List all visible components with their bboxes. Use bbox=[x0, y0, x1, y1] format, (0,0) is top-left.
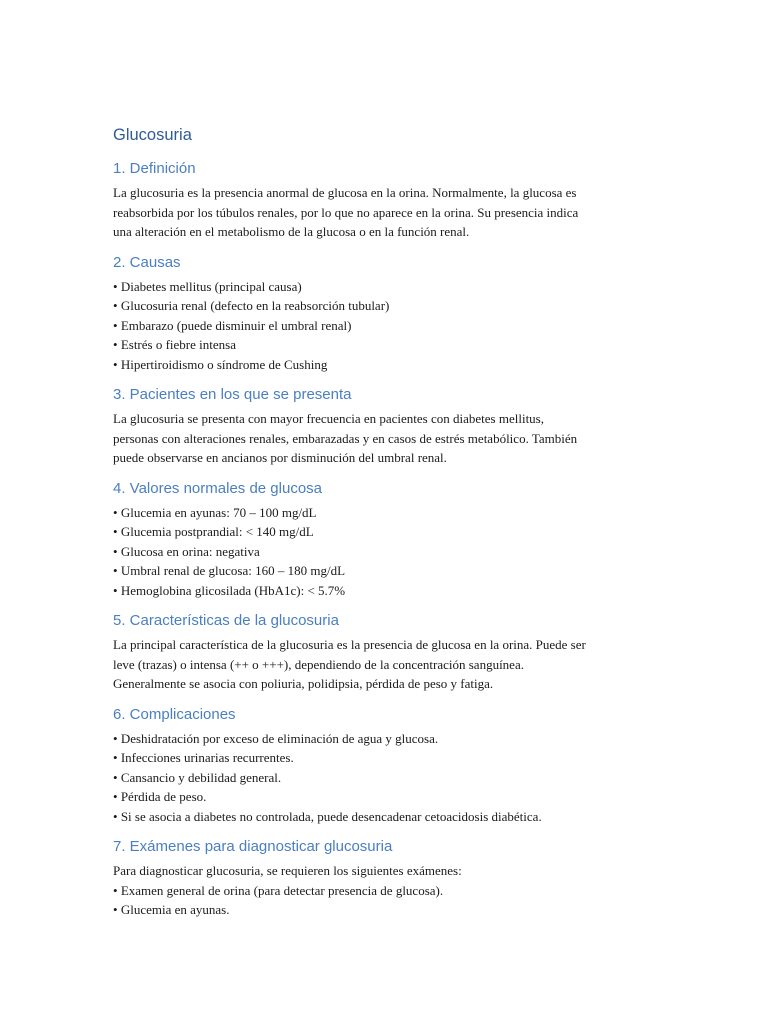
section-4 bbox=[113, 479, 653, 601]
paragraph-line: La glucosuria es la presencia anormal de glucosa en la orina. Normalmente, la glucosa es bbox=[113, 185, 577, 200]
bullet-item: • Hemoglobina glicosilada (HbA1c): < 5.7% bbox=[113, 581, 653, 601]
bullet-item: • Si se asocia a diabetes no controlada, puede desencadenar cetoacidosis diabética. bbox=[113, 807, 653, 827]
paragraph-line: La glucosuria se presenta con mayor frecuencia en pacientes con diabetes mellitus, bbox=[113, 411, 544, 426]
document-title: Glucosuria bbox=[113, 126, 192, 144]
bullet-item: • Hipertiroidismo o síndrome de Cushing bbox=[113, 355, 653, 375]
bullet-item: • Diabetes mellitus (principal causa) bbox=[113, 277, 653, 297]
paragraph-line: Para diagnosticar glucosuria, se requieren los siguientes exámenes: bbox=[113, 863, 462, 878]
bullet-item: • Estrés o fiebre intensa bbox=[113, 335, 653, 355]
section-5 bbox=[113, 611, 653, 694]
bullet-item: • Glucemia en ayunas. bbox=[113, 900, 653, 920]
sections-container bbox=[113, 159, 653, 920]
section-heading: 6. Complicaciones bbox=[113, 705, 236, 723]
document-page bbox=[113, 124, 653, 931]
bullet-item: • Glucosa en orina: negativa bbox=[113, 542, 653, 562]
paragraph-line: reabsorbida por los túbulos renales, por lo que no aparece en la orina. Su presencia indica bbox=[113, 204, 579, 220]
paragraph-line: personas con alteraciones renales, embarazadas y en casos de estrés metabólico. También bbox=[113, 430, 578, 446]
section-heading: 4. Valores normales de glucosa bbox=[113, 479, 323, 497]
paragraph-line: Generalmente se asocia con poliuria, polidipsia, pérdida de peso y fatiga. bbox=[113, 676, 494, 691]
bullet-item: • Glucosuria renal (defecto en la reabsorción tubular) bbox=[113, 296, 653, 316]
paragraph-line: puede observarse en ancianos por disminución del umbral renal. bbox=[113, 450, 447, 465]
section-7 bbox=[113, 837, 653, 920]
section-2 bbox=[113, 253, 653, 375]
section-3 bbox=[113, 385, 653, 468]
bullet-item: • Infecciones urinarias recurrentes. bbox=[113, 748, 653, 768]
paragraph-line: una alteración en el metabolismo de la glucosa o en la función renal. bbox=[113, 224, 470, 239]
paragraph-line: leve (trazas) o intensa (++ o +++), dependiendo de la concentración sanguínea. bbox=[113, 656, 524, 672]
bullet-item: • Glucemia postprandial: < 140 mg/dL bbox=[113, 522, 653, 542]
bullet-item: • Umbral renal de glucosa: 160 – 180 mg/dL bbox=[113, 561, 653, 581]
bullet-item: • Glucemia en ayunas: 70 – 100 mg/dL bbox=[113, 503, 653, 523]
section-heading: 3. Pacientes en los que se presenta bbox=[113, 386, 352, 403]
bullet-item: • Pérdida de peso. bbox=[113, 787, 653, 807]
section-heading: 1. Definición bbox=[113, 160, 196, 177]
bullet-item: • Deshidratación por exceso de eliminación de agua y glucosa. bbox=[113, 729, 653, 749]
bullet-item: • Embarazo (puede disminuir el umbral renal) bbox=[113, 316, 653, 336]
paragraph-line: La principal característica de la glucosuria es la presencia de glucosa en la orina. Puede ser bbox=[113, 637, 586, 652]
section-heading: 2. Causas bbox=[113, 253, 181, 271]
bullet-item: • Cansancio y debilidad general. bbox=[113, 768, 653, 788]
section-heading: 5. Características de la glucosuria bbox=[113, 612, 339, 629]
section-heading: 7. Exámenes para diagnosticar glucosuria bbox=[113, 838, 393, 855]
section-1 bbox=[113, 159, 653, 242]
section-6 bbox=[113, 705, 653, 827]
bullet-item: • Examen general de orina (para detectar presencia de glucosa). bbox=[113, 881, 653, 901]
